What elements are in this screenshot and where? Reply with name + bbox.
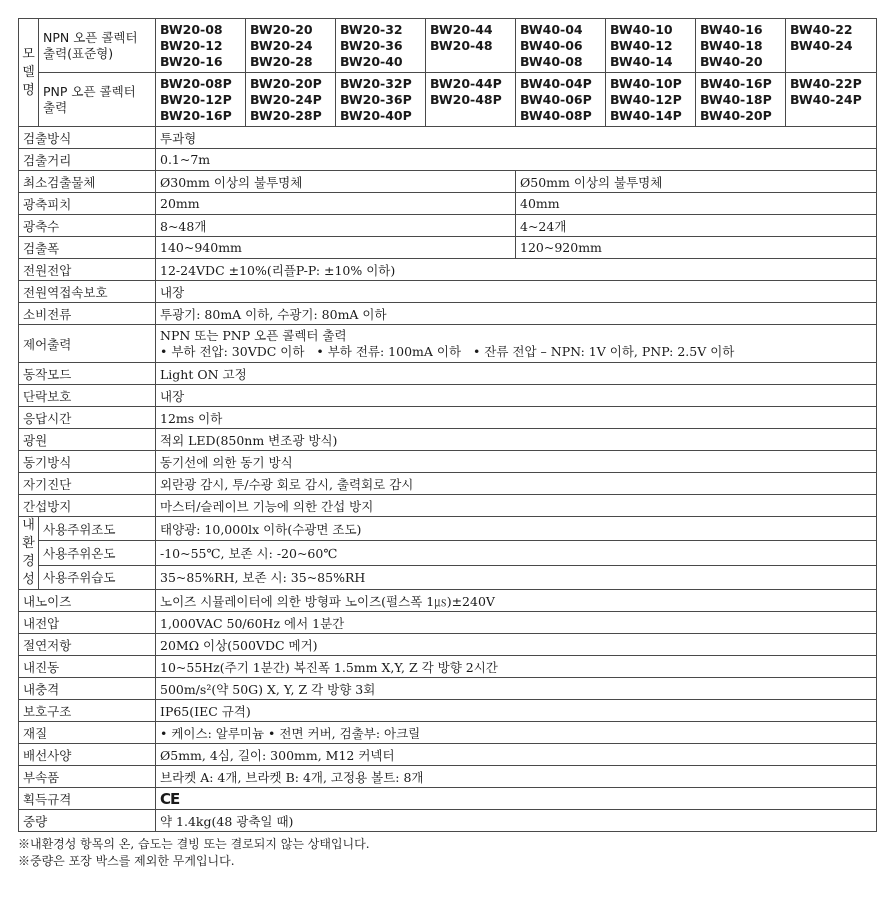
pnp-model-cell: BW40-16P BW40-18P BW40-20P — [696, 73, 786, 127]
spec-label: 전원역접속보호 — [19, 281, 156, 303]
spec-value: 0.1~7m — [156, 149, 877, 171]
spec-label: 사용주위온도 — [39, 541, 156, 565]
spec-value: 노이즈 시뮬레이터에 의한 방형파 노이즈(펄스폭 1㎲)±240V — [156, 590, 877, 612]
npn-model-cell: BW40-04 BW40-06 BW40-08 — [516, 19, 606, 73]
spec-row — [19, 590, 877, 612]
spec-row — [19, 303, 877, 325]
spec-row — [19, 281, 877, 303]
spec-value: • 케이스: 알루미늄 • 전면 커버, 검출부: 아크릴 — [156, 722, 877, 744]
spec-row — [19, 451, 877, 473]
spec-label: 내진동 — [19, 656, 156, 678]
footnotes — [18, 836, 370, 870]
spec-row — [19, 127, 877, 149]
spec-row — [19, 363, 877, 385]
pnp-model-cell: BW40-22P BW40-24P — [786, 73, 877, 127]
spec-value: 투광기: 80mA 이하, 수광기: 80mA 이하 — [156, 303, 877, 325]
spec-value-bw20: 140~940mm — [156, 237, 516, 259]
npn-model-cell: BW40-16 BW40-18 BW40-20 — [696, 19, 786, 73]
spec-row — [19, 171, 877, 193]
pnp-model-cell: BW20-20P BW20-24P BW20-28P — [246, 73, 336, 127]
spec-row — [19, 700, 877, 722]
spec-row — [19, 612, 877, 634]
spec-row — [19, 722, 877, 744]
spec-label: 광원 — [19, 429, 156, 451]
spec-label: 배선사양 — [19, 744, 156, 766]
spec-label: 획득규격 — [19, 788, 156, 810]
spec-label: 소비전류 — [19, 303, 156, 325]
spec-row — [19, 193, 877, 215]
pnp-model-cell: BW40-10P BW40-12P BW40-14P — [606, 73, 696, 127]
spec-label: 자기진단 — [19, 473, 156, 495]
spec-row — [19, 385, 877, 407]
spec-row — [19, 237, 877, 259]
spec-label: 보호구조 — [19, 700, 156, 722]
spec-value-bw40: Ø50mm 이상의 불투명체 — [516, 171, 877, 193]
spec-row — [19, 325, 877, 363]
spec-row — [19, 407, 877, 429]
npn-model-cell: BW20-44 BW20-48 — [426, 19, 516, 73]
spec-label: 광축피치 — [19, 193, 156, 215]
spec-label: 광축수 — [19, 215, 156, 237]
spec-value-bw20: 20mm — [156, 193, 516, 215]
spec-label: 간섭방지 — [19, 495, 156, 517]
spec-value: 동기선에 의한 동기 방식 — [156, 451, 877, 473]
spec-label: 최소검출물체 — [19, 171, 156, 193]
spec-value: Light ON 고정 — [156, 363, 877, 385]
spec-value: NPN 또는 PNP 오픈 콜렉터 출력 • 부하 전압: 30VDC 이하 • 부하 전류: 100mA 이하 • 잔류 전압 – NPN: 1V 이하, PNP: 2.5V 이하 — [156, 325, 877, 363]
spec-label: 부속품 — [19, 766, 156, 788]
spec-label: 제어출력 — [19, 325, 156, 363]
spec-value: 10~55Hz(주기 1분간) 복진폭 1.5mm X,Y, Z 각 방향 2시간 — [156, 656, 877, 678]
spec-label: 내전압 — [19, 612, 156, 634]
spec-label: 중량 — [19, 810, 156, 832]
spec-value-bw40: 120~920mm — [516, 237, 877, 259]
npn-model-cell: BW20-08 BW20-12 BW20-16 — [156, 19, 246, 73]
spec-label: 사용주위습도 — [39, 565, 156, 589]
spec-label: 사용주위조도 — [39, 517, 156, 541]
spec-label: 전원전압 — [19, 259, 156, 281]
npn-output-label: NPN 오픈 콜렉터 출력(표준형) — [39, 19, 156, 73]
spec-label: 절연저항 — [19, 634, 156, 656]
spec-value: 12ms 이하 — [156, 407, 877, 429]
spec-label: 응답시간 — [19, 407, 156, 429]
spec-row — [19, 788, 877, 810]
spec-value: 500m/s²(약 50G) X, Y, Z 각 방향 3회 — [156, 678, 877, 700]
spec-value: 내장 — [156, 281, 877, 303]
spec-value: 적외 LED(850nm 변조광 방식) — [156, 429, 877, 451]
spec-value: 12-24VDC ±10%(리플P-P: ±10% 이하) — [156, 259, 877, 281]
ce-mark-icon: CE — [160, 789, 180, 808]
npn-model-cell: BW20-20 BW20-24 BW20-28 — [246, 19, 336, 73]
npn-model-cell: BW40-22 BW40-24 — [786, 19, 877, 73]
spec-value — [156, 788, 877, 810]
spec-value-bw40: 40mm — [516, 193, 877, 215]
pnp-model-cell: BW40-04P BW40-06P BW40-08P — [516, 73, 606, 127]
npn-model-row — [19, 19, 877, 73]
spec-value: 태양광: 10,000lx 이하(수광면 조도) — [156, 517, 877, 541]
spec-row — [19, 149, 877, 171]
spec-row — [19, 541, 877, 565]
pnp-model-row — [19, 73, 877, 127]
pnp-model-cell: BW20-08P BW20-12P BW20-16P — [156, 73, 246, 127]
spec-value: 1,000VAC 50/60Hz 에서 1분간 — [156, 612, 877, 634]
spec-row — [19, 429, 877, 451]
spec-value: 약 1.4kg(48 광축일 때) — [156, 810, 877, 832]
spec-value: 내장 — [156, 385, 877, 407]
spec-value: -10~55℃, 보존 시: -20~60℃ — [156, 541, 877, 565]
spec-label: 동기방식 — [19, 451, 156, 473]
spec-row — [19, 495, 877, 517]
pnp-model-cell: BW20-32P BW20-36P BW20-40P — [336, 73, 426, 127]
spec-label: 단락보호 — [19, 385, 156, 407]
spec-label: 검출폭 — [19, 237, 156, 259]
spec-row — [19, 744, 877, 766]
environment-group-label: 내환경성 — [19, 517, 39, 590]
spec-label: 재질 — [19, 722, 156, 744]
spec-row — [19, 766, 877, 788]
footnote: ※내환경성 항목의 온, 습도는 결빙 또는 결로되지 않는 상태입니다. — [18, 837, 370, 851]
spec-row — [19, 656, 877, 678]
spec-row — [19, 473, 877, 495]
spec-value: 브라켓 A: 4개, 브라켓 B: 4개, 고정용 볼트: 8개 — [156, 766, 877, 788]
spec-value-bw40: 4~24개 — [516, 215, 877, 237]
spec-row — [19, 215, 877, 237]
spec-value-bw20: Ø30mm 이상의 불투명체 — [156, 171, 516, 193]
spec-row — [19, 517, 877, 541]
spec-label: 내노이즈 — [19, 590, 156, 612]
spec-label: 검출거리 — [19, 149, 156, 171]
spec-row — [19, 634, 877, 656]
spec-value: 투과형 — [156, 127, 877, 149]
footnote: ※중량은 포장 박스를 제외한 무게입니다. — [18, 854, 235, 868]
pnp-model-cell: BW20-44P BW20-48P — [426, 73, 516, 127]
spec-value-bw20: 8~48개 — [156, 215, 516, 237]
spec-value: 외란광 감시, 투/수광 회로 감시, 출력회로 감시 — [156, 473, 877, 495]
pnp-output-label: PNP 오픈 콜렉터 출력 — [39, 73, 156, 127]
spec-label: 검출방식 — [19, 127, 156, 149]
spec-value: IP65(IEC 규격) — [156, 700, 877, 722]
spec-label: 내충격 — [19, 678, 156, 700]
spec-value: 20MΩ 이상(500VDC 메거) — [156, 634, 877, 656]
spec-table — [18, 18, 877, 832]
spec-row — [19, 259, 877, 281]
npn-model-cell: BW40-10 BW40-12 BW40-14 — [606, 19, 696, 73]
spec-label: 동작모드 — [19, 363, 156, 385]
spec-value: Ø5mm, 4심, 길이: 300mm, M12 커넥터 — [156, 744, 877, 766]
model-group-label: 모델명 — [19, 19, 39, 127]
spec-row — [19, 678, 877, 700]
spec-value: 마스터/슬레이브 기능에 의한 간섭 방지 — [156, 495, 877, 517]
npn-model-cell: BW20-32 BW20-36 BW20-40 — [336, 19, 426, 73]
spec-row — [19, 565, 877, 589]
spec-row — [19, 810, 877, 832]
spec-value: 35~85%RH, 보존 시: 35~85%RH — [156, 565, 877, 589]
